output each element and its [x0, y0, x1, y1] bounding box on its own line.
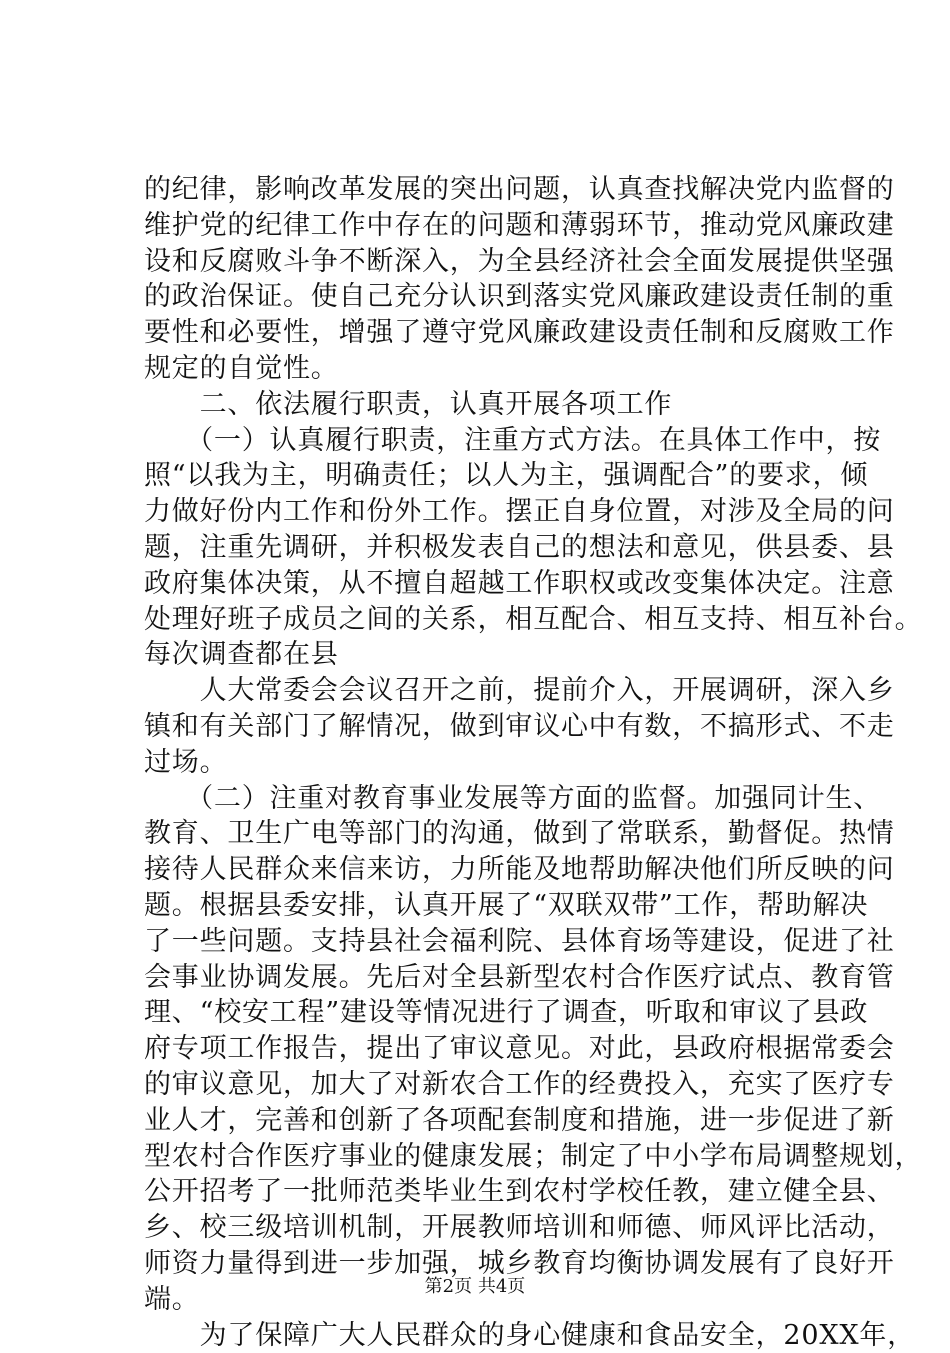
text-line: 人大常委会会议召开之前，提前介入，开展调研，深入乡 [144, 673, 844, 709]
text-line: 设和反腐败斗争不断深入，为全县经济社会全面发展提供坚强 [144, 244, 844, 280]
page-number-footer: 第2页 共4页 [0, 1276, 950, 1298]
text-line: 每次调查都在县 [144, 637, 844, 673]
text-line: 接待人民群众来信来访，力所能及地帮助解决他们所反映的问 [144, 852, 844, 888]
document-body [144, 172, 844, 1353]
text-line: 的纪律，影响改革发展的突出问题，认真查找解决党内监督的 [144, 172, 844, 208]
text-line: 理、“校安工程”建设等情况进行了调查，听取和审议了县政 [144, 995, 844, 1031]
text-line: 师资力量得到进一步加强，城乡教育均衡协调发展有了良好开 [144, 1246, 844, 1282]
text-line: 为了保障广大人民群众的身心健康和食品安全，20XX年， [144, 1318, 844, 1353]
text-line: 的审议意见，加大了对新农合工作的经费投入，充实了医疗专 [144, 1067, 844, 1103]
text-line: 政府集体决策，从不擅自超越工作职权或改变集体决定。注意 [144, 566, 844, 602]
text-line: 要性和必要性，增强了遵守党风廉政建设责任制和反腐败工作 [144, 315, 844, 351]
text-line: 端。 [144, 1282, 844, 1318]
text-line: 乡、校三级培训机制，开展教师培训和师德、师风评比活动， [144, 1210, 844, 1246]
section-heading: 二、依法履行职责，认真开展各项工作 [144, 387, 844, 423]
text-line: 会事业协调发展。先后对全县新型农村合作医疗试点、教育管 [144, 960, 844, 996]
text-line: 照“以我为主，明确责任；以人为主，强调配合”的要求，倾 [144, 458, 844, 494]
text-line: 公开招考了一批师范类毕业生到农村学校任教，建立健全县、 [144, 1174, 844, 1210]
text-line: 镇和有关部门了解情况，做到审议心中有数，不搞形式、不走 [144, 709, 844, 745]
text-line: 了一些问题。支持县社会福利院、县体育场等建设，促进了社 [144, 924, 844, 960]
text-line: 的政治保证。使自己充分认识到落实党风廉政建设责任制的重 [144, 279, 844, 315]
text-line: （一）认真履行职责，注重方式方法。在具体工作中，按 [144, 423, 844, 459]
text-line: 规定的自觉性。 [144, 351, 844, 387]
text-line: 业人才，完善和创新了各项配套制度和措施，进一步促进了新 [144, 1103, 844, 1139]
text-line: （二）注重对教育事业发展等方面的监督。加强同计生、 [144, 781, 844, 817]
text-line: 题。根据县委安排，认真开展了“双联双带”工作，帮助解决 [144, 888, 844, 924]
text-line: 教育、卫生广电等部门的沟通，做到了常联系，勤督促。热情 [144, 816, 844, 852]
text-line: 力做好份内工作和份外工作。摆正自身位置，对涉及全局的问 [144, 494, 844, 530]
text-line: 题，注重先调研，并积极发表自己的想法和意见，供县委、县 [144, 530, 844, 566]
text-line: 府专项工作报告，提出了审议意见。对此，县政府根据常委会 [144, 1031, 844, 1067]
text-line: 维护党的纪律工作中存在的问题和薄弱环节，推动党风廉政建 [144, 208, 844, 244]
text-line: 过场。 [144, 745, 844, 781]
text-line: 型农村合作医疗事业的健康发展；制定了中小学布局调整规划， [144, 1139, 844, 1175]
text-line: 处理好班子成员之间的关系，相互配合、相互支持、相互补台。 [144, 602, 844, 638]
